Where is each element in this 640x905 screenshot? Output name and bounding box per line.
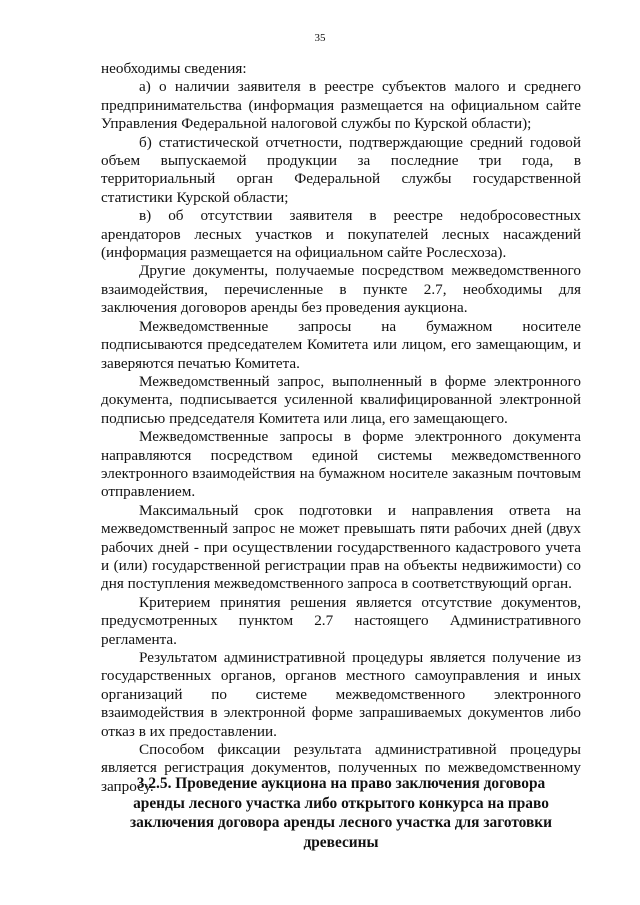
paragraph: Максимальный срок подготовки и направления ответа на межведомственный запрос не может превышать пяти рабочих дней (двух рабочих дней - при осуществлении государственного кадастрового учета и (или) государственной регистрации прав на объекты недвижимости) со дня поступления межведомственного запроса в соответствующий орган. [101, 501, 581, 593]
paragraph: Межведомственный запрос, выполненный в форме электронного документа, подписывается усиленной квалифицированной электронной подписью председателя Комитета или лица, его замещающего. [101, 372, 581, 427]
paragraph: Другие документы, получаемые посредством межведомственного взаимодействия, перечисленные в пункте 2.7, необходимы для заключения договоров аренды без проведения аукциона. [101, 262, 581, 317]
paragraph: необходимы сведения: [101, 60, 247, 77]
paragraph: а) о наличии заявителя в реестре субъектов малого и среднего предпринимательства (информация размещается на официальном сайте Управления Федеральной налоговой службы по Курской области); [101, 78, 581, 133]
paragraph: Способом фиксации результата административной процедуры является регистрация документов, полученных по межведомственному запросу. [101, 741, 581, 795]
paragraph: в) об отсутствии заявителя в реестре недобросовестных арендаторов лесных участков и покупателей лесных насаждений (информация размещается на официальном сайте Рослесхоза). [101, 207, 581, 262]
heading-line: аренды лесного участка либо открытого конкурса на право [133, 794, 549, 812]
section-heading [101, 774, 581, 852]
heading-line: 3.2.5. Проведение аукциона на право заключения договора [136, 775, 546, 792]
body-text [101, 60, 581, 796]
paragraph: б) статистической отчетности, подтверждающие средний годовой объем выпускаемой продукции за последние три года, в территориальный орган Федеральной службы государственной статистики Курской области; [101, 133, 581, 206]
heading-line: заключения договора аренды лесного участка для заготовки [129, 814, 553, 832]
page-number: 35 [314, 32, 326, 44]
paragraph: Межведомственные запросы на бумажном носителе подписываются председателем Комитета или лицом, его замещающим, и заверяются печатью Комитета. [101, 317, 581, 372]
heading-line: древесины [303, 833, 379, 851]
paragraph: Результатом административной процедуры является получение из государственных органов, органов местного самоуправления и иных организаций по системе межведомственного электронного взаимодействия в электронной форме запрашиваемых документов либо отказ в их предоставлении. [101, 649, 581, 740]
paragraph: Межведомственные запросы в форме электронного документа направляются посредством единой системы межведомственного электронного взаимодействия на бумажном носителе заказным почтовым отправлением. [101, 428, 581, 501]
paragraph: Критерием принятия решения является отсутствие документов, предусмотренных пунктом 2.7 настоящего Административного регламента. [101, 593, 581, 648]
